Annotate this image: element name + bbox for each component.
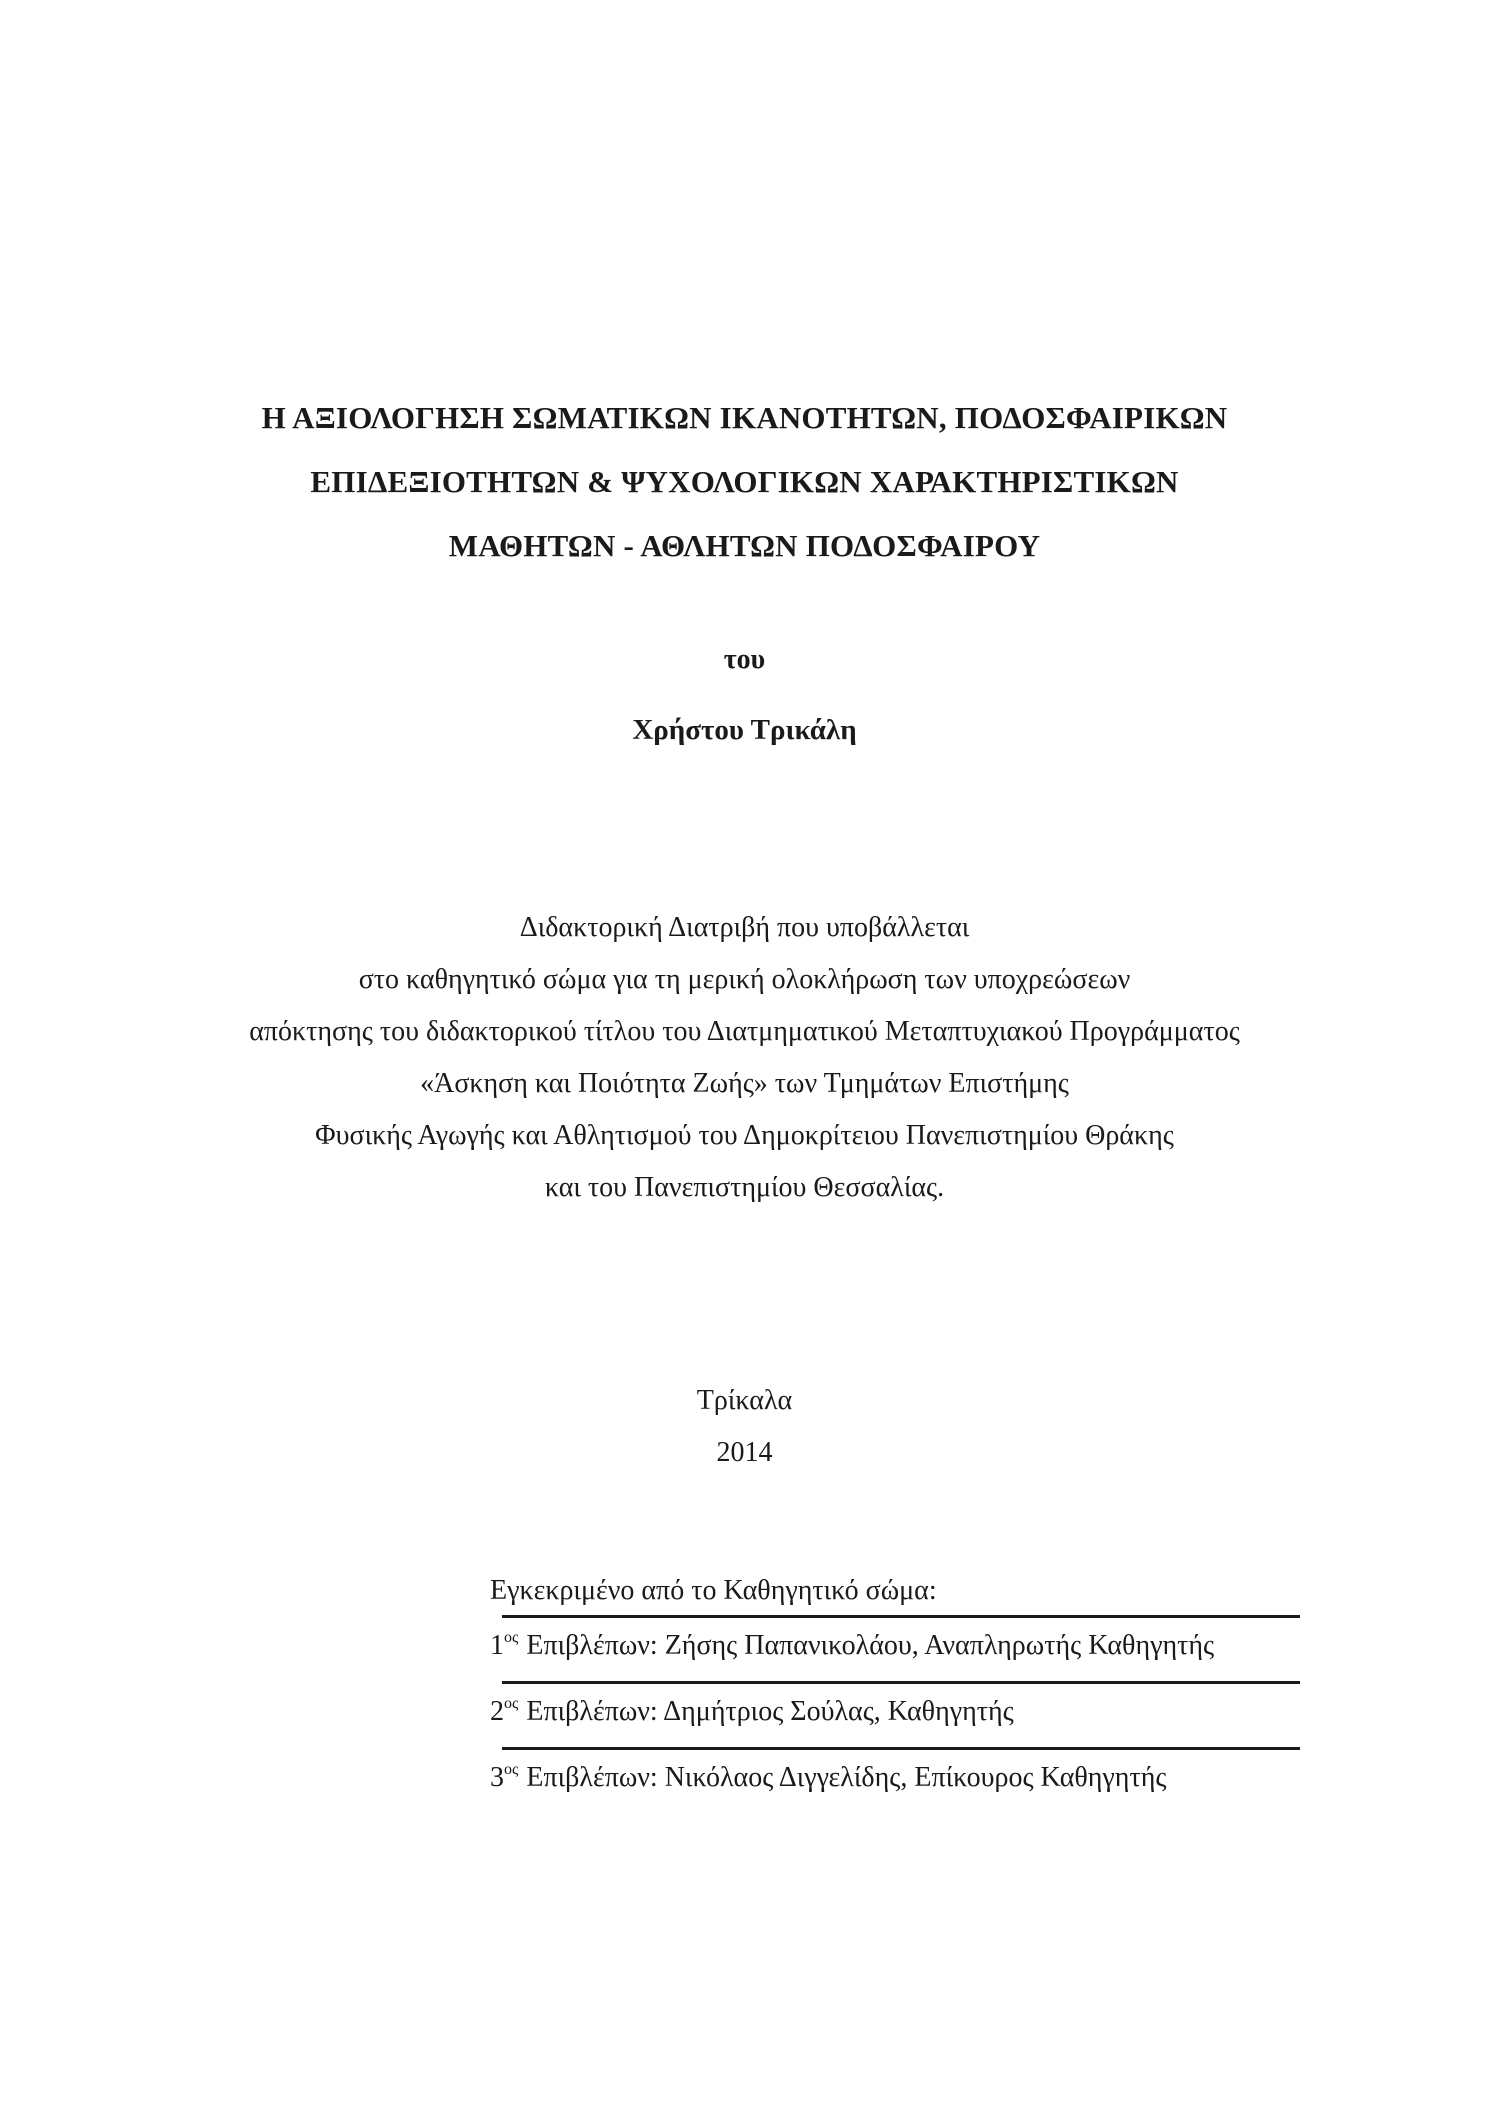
member-number: 1: [490, 1630, 504, 1661]
member-text: Επιβλέπων: Ζήσης Παπανικολάου, Αναπληρωτής Καθηγητής: [526, 1630, 1215, 1661]
title-line-2: ΕΠΙΔΕΞΙΟΤΗΤΩΝ & ΨΥΧΟΛΟΓΙΚΩΝ ΧΑΡΑΚΤΗΡΙΣΤΙΚΩΝ: [310, 464, 1179, 499]
member-number: 2: [490, 1696, 504, 1727]
committee-section: [490, 1567, 1290, 1813]
place-and-date: [0, 1375, 1489, 1479]
description-line-1: Διδακτορική Διατριβή που υποβάλλεται: [519, 912, 970, 943]
committee-heading: Εγκεκριμένο από το Καθηγητικό σώμα:: [490, 1575, 937, 1606]
member-ordinal: ος: [504, 1629, 519, 1646]
thesis-title: [0, 386, 1489, 578]
by-label: του: [723, 644, 766, 675]
description-line-5: Φυσικής Αγωγής και Αθλητισμού του Δημοκρίτειου Πανεπιστημίου Θράκης: [315, 1120, 1174, 1151]
thesis-description: [0, 902, 1489, 1214]
committee-member-2: [490, 1684, 1290, 1747]
committee-member-1: [490, 1618, 1290, 1681]
description-line-3: απόκτησης του διδακτορικού τίτλου του Διατμηματικού Μεταπτυχιακού Προγράμματος: [249, 1016, 1240, 1047]
member-number: 3: [490, 1762, 504, 1793]
member-text: Επιβλέπων: Νικόλαος Διγγελίδης, Επίκουρος Καθηγητής: [526, 1762, 1167, 1793]
member-text: Επιβλέπων: Δημήτριος Σούλας, Καθηγητής: [526, 1696, 1014, 1727]
description-line-4: «Άσκηση και Ποιότητα Ζωής» των Τμημάτων Επιστήμης: [420, 1068, 1069, 1099]
description-line-2: στο καθηγητικό σώμα για τη μερική ολοκλήρωση των υποχρεώσεων: [358, 964, 1131, 995]
year: 2014: [716, 1437, 773, 1468]
author-name: Χρήστου Τρικάλη: [632, 714, 857, 746]
title-line-1: Η ΑΞΙΟΛΟΓΗΣΗ ΣΩΜΑΤΙΚΩΝ ΙΚΑΝΟΤΗΤΩΝ, ΠΟΔΟΣΦΑΙΡΙΚΩΝ: [261, 400, 1228, 435]
committee-member-3: [490, 1750, 1290, 1813]
place: Τρίκαλα: [696, 1385, 793, 1416]
title-line-3: ΜΑΘΗΤΩΝ - ΑΘΛΗΤΩΝ ΠΟΔΟΣΦΑΙΡΟΥ: [448, 528, 1041, 563]
member-ordinal: ος: [504, 1761, 519, 1778]
description-line-6: και του Πανεπιστημίου Θεσσαλίας.: [544, 1172, 945, 1203]
member-ordinal: ος: [504, 1695, 519, 1712]
